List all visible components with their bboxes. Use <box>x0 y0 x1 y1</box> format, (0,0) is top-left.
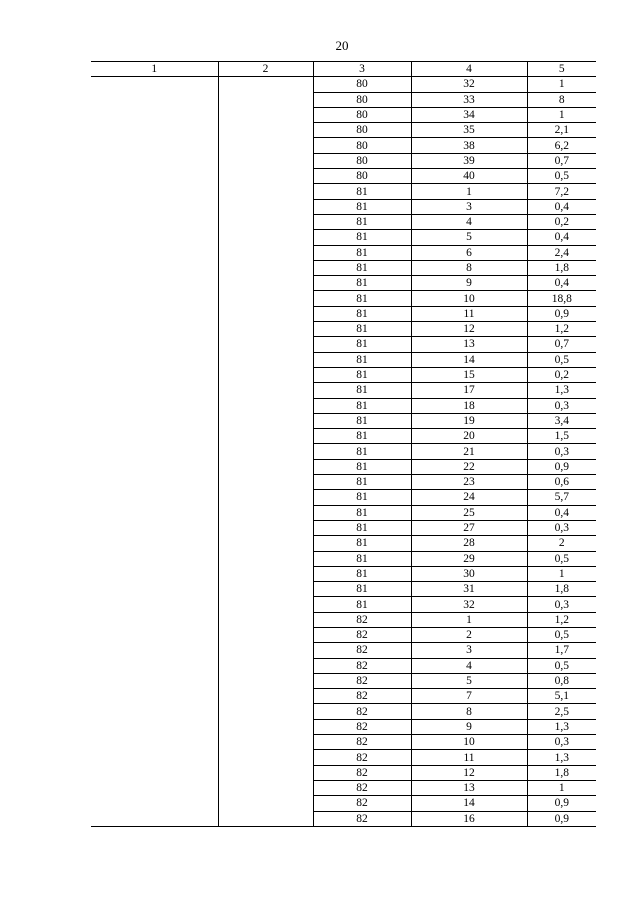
cell-column-5: 0,5 <box>527 551 596 566</box>
cell-column-5: 1,2 <box>527 322 596 337</box>
cell-column-3: 81 <box>313 199 411 214</box>
cell-column-5: 1,2 <box>527 612 596 627</box>
cell-column-5: 0,3 <box>527 520 596 535</box>
cell-column-5: 0,8 <box>527 673 596 688</box>
cell-column-4: 39 <box>411 153 527 168</box>
cell-column-3: 80 <box>313 77 411 92</box>
cell-column-5: 2,5 <box>527 704 596 719</box>
cell-column-4: 4 <box>411 658 527 673</box>
cell-column-4: 18 <box>411 398 527 413</box>
cell-column-5: 1,8 <box>527 260 596 275</box>
cell-column-3: 82 <box>313 689 411 704</box>
cell-column-5: 0,4 <box>527 505 596 520</box>
cell-column-4: 3 <box>411 199 527 214</box>
cell-column-3: 82 <box>313 612 411 627</box>
cell-column-4: 15 <box>411 367 527 382</box>
cell-column-4: 32 <box>411 77 527 92</box>
cell-column-3: 82 <box>313 780 411 795</box>
cell-column-5: 2 <box>527 536 596 551</box>
cell-column-4: 10 <box>411 291 527 306</box>
cell-column-5: 0,3 <box>527 444 596 459</box>
cell-column-3: 82 <box>313 796 411 811</box>
cell-column-4: 1 <box>411 184 527 199</box>
cell-column-4: 8 <box>411 260 527 275</box>
cell-column-5: 1,3 <box>527 750 596 765</box>
cell-column-4: 33 <box>411 92 527 107</box>
cell-column-3: 81 <box>313 459 411 474</box>
cell-column-3: 81 <box>313 230 411 245</box>
cell-column-4: 30 <box>411 566 527 581</box>
cell-column-3: 81 <box>313 214 411 229</box>
cell-column-3: 81 <box>313 322 411 337</box>
data-table <box>91 61 596 827</box>
cell-column-4: 14 <box>411 352 527 367</box>
cell-column-4: 35 <box>411 123 527 138</box>
cell-column-5: 2,1 <box>527 123 596 138</box>
cell-column-4: 40 <box>411 169 527 184</box>
cell-column-4: 13 <box>411 337 527 352</box>
cell-column-3: 81 <box>313 582 411 597</box>
cell-column-3: 82 <box>313 643 411 658</box>
cell-column-5: 0,9 <box>527 459 596 474</box>
cell-column-5: 0,4 <box>527 230 596 245</box>
cell-column-5: 1,3 <box>527 719 596 734</box>
cell-column-4: 31 <box>411 582 527 597</box>
cell-column-5: 0,5 <box>527 658 596 673</box>
cell-column-3: 81 <box>313 184 411 199</box>
cell-column-5: 3,4 <box>527 413 596 428</box>
cell-column-5: 18,8 <box>527 291 596 306</box>
cell-column-4: 7 <box>411 689 527 704</box>
cell-column-5: 1,8 <box>527 765 596 780</box>
cell-column-4: 12 <box>411 322 527 337</box>
cell-column-5: 0,5 <box>527 169 596 184</box>
cell-column-4: 4 <box>411 214 527 229</box>
cell-column-5: 1 <box>527 107 596 122</box>
cell-column-4: 13 <box>411 780 527 795</box>
cell-column-3: 80 <box>313 153 411 168</box>
cell-column-5: 0,3 <box>527 597 596 612</box>
cell-column-5: 0,9 <box>527 306 596 321</box>
cell-column-3: 81 <box>313 352 411 367</box>
cell-column-4: 9 <box>411 276 527 291</box>
cell-column-4: 32 <box>411 597 527 612</box>
cell-column-5: 5,1 <box>527 689 596 704</box>
cell-column-3: 81 <box>313 505 411 520</box>
empty-column-2-cell <box>218 77 313 827</box>
cell-column-5: 8 <box>527 92 596 107</box>
cell-column-3: 82 <box>313 765 411 780</box>
cell-column-3: 81 <box>313 383 411 398</box>
cell-column-5: 2,4 <box>527 245 596 260</box>
cell-column-3: 81 <box>313 520 411 535</box>
column-header-4: 4 <box>411 62 527 77</box>
cell-column-3: 81 <box>313 367 411 382</box>
cell-column-3: 82 <box>313 719 411 734</box>
table-row <box>91 77 596 92</box>
cell-column-5: 1,7 <box>527 643 596 658</box>
cell-column-4: 22 <box>411 459 527 474</box>
cell-column-3: 82 <box>313 750 411 765</box>
cell-column-5: 1 <box>527 77 596 92</box>
cell-column-4: 5 <box>411 673 527 688</box>
cell-column-4: 1 <box>411 612 527 627</box>
cell-column-5: 0,9 <box>527 811 596 826</box>
cell-column-5: 0,2 <box>527 367 596 382</box>
cell-column-3: 81 <box>313 566 411 581</box>
cell-column-5: 0,3 <box>527 398 596 413</box>
cell-column-3: 81 <box>313 475 411 490</box>
cell-column-5: 1 <box>527 780 596 795</box>
cell-column-3: 80 <box>313 107 411 122</box>
table-body <box>91 77 596 827</box>
cell-column-5: 0,5 <box>527 352 596 367</box>
cell-column-4: 9 <box>411 719 527 734</box>
cell-column-4: 17 <box>411 383 527 398</box>
cell-column-4: 34 <box>411 107 527 122</box>
cell-column-4: 2 <box>411 627 527 642</box>
cell-column-4: 20 <box>411 429 527 444</box>
cell-column-5: 0,2 <box>527 214 596 229</box>
cell-column-3: 82 <box>313 658 411 673</box>
cell-column-4: 11 <box>411 306 527 321</box>
cell-column-5: 0,6 <box>527 475 596 490</box>
cell-column-5: 0,4 <box>527 276 596 291</box>
cell-column-5: 0,9 <box>527 796 596 811</box>
cell-column-4: 23 <box>411 475 527 490</box>
column-header-5: 5 <box>527 62 596 77</box>
cell-column-3: 81 <box>313 291 411 306</box>
cell-column-4: 27 <box>411 520 527 535</box>
cell-column-3: 81 <box>313 276 411 291</box>
column-header-1: 1 <box>91 62 218 77</box>
cell-column-5: 1,8 <box>527 582 596 597</box>
cell-column-5: 1 <box>527 566 596 581</box>
cell-column-5: 1,3 <box>527 383 596 398</box>
cell-column-5: 0,5 <box>527 627 596 642</box>
empty-column-1-cell <box>91 77 218 827</box>
cell-column-4: 6 <box>411 245 527 260</box>
cell-column-3: 81 <box>313 597 411 612</box>
cell-column-3: 82 <box>313 811 411 826</box>
cell-column-5: 0,7 <box>527 153 596 168</box>
table-header <box>91 62 596 77</box>
column-header-3: 3 <box>313 62 411 77</box>
column-header-2: 2 <box>218 62 313 77</box>
cell-column-3: 81 <box>313 444 411 459</box>
cell-column-3: 82 <box>313 704 411 719</box>
cell-column-3: 80 <box>313 123 411 138</box>
cell-column-4: 3 <box>411 643 527 658</box>
cell-column-4: 21 <box>411 444 527 459</box>
cell-column-4: 14 <box>411 796 527 811</box>
cell-column-4: 5 <box>411 230 527 245</box>
cell-column-3: 81 <box>313 260 411 275</box>
cell-column-5: 0,3 <box>527 735 596 750</box>
page-number: 20 <box>335 38 349 53</box>
cell-column-5: 7,2 <box>527 184 596 199</box>
cell-column-4: 25 <box>411 505 527 520</box>
cell-column-5: 1,5 <box>527 429 596 444</box>
cell-column-4: 19 <box>411 413 527 428</box>
cell-column-3: 81 <box>313 536 411 551</box>
cell-column-3: 81 <box>313 490 411 505</box>
cell-column-5: 6,2 <box>527 138 596 153</box>
cell-column-3: 82 <box>313 627 411 642</box>
cell-column-5: 0,4 <box>527 199 596 214</box>
cell-column-3: 81 <box>313 429 411 444</box>
cell-column-4: 12 <box>411 765 527 780</box>
cell-column-4: 10 <box>411 735 527 750</box>
cell-column-4: 11 <box>411 750 527 765</box>
cell-column-4: 29 <box>411 551 527 566</box>
cell-column-5: 0,7 <box>527 337 596 352</box>
cell-column-3: 82 <box>313 735 411 750</box>
cell-column-3: 80 <box>313 92 411 107</box>
cell-column-3: 81 <box>313 245 411 260</box>
cell-column-3: 82 <box>313 673 411 688</box>
cell-column-3: 80 <box>313 138 411 153</box>
cell-column-3: 81 <box>313 398 411 413</box>
cell-column-4: 24 <box>411 490 527 505</box>
cell-column-3: 80 <box>313 169 411 184</box>
cell-column-3: 81 <box>313 306 411 321</box>
cell-column-3: 81 <box>313 413 411 428</box>
header-row <box>91 62 596 77</box>
cell-column-5: 5,7 <box>527 490 596 505</box>
cell-column-3: 81 <box>313 337 411 352</box>
cell-column-4: 16 <box>411 811 527 826</box>
cell-column-4: 8 <box>411 704 527 719</box>
cell-column-4: 38 <box>411 138 527 153</box>
cell-column-3: 81 <box>313 551 411 566</box>
cell-column-4: 28 <box>411 536 527 551</box>
